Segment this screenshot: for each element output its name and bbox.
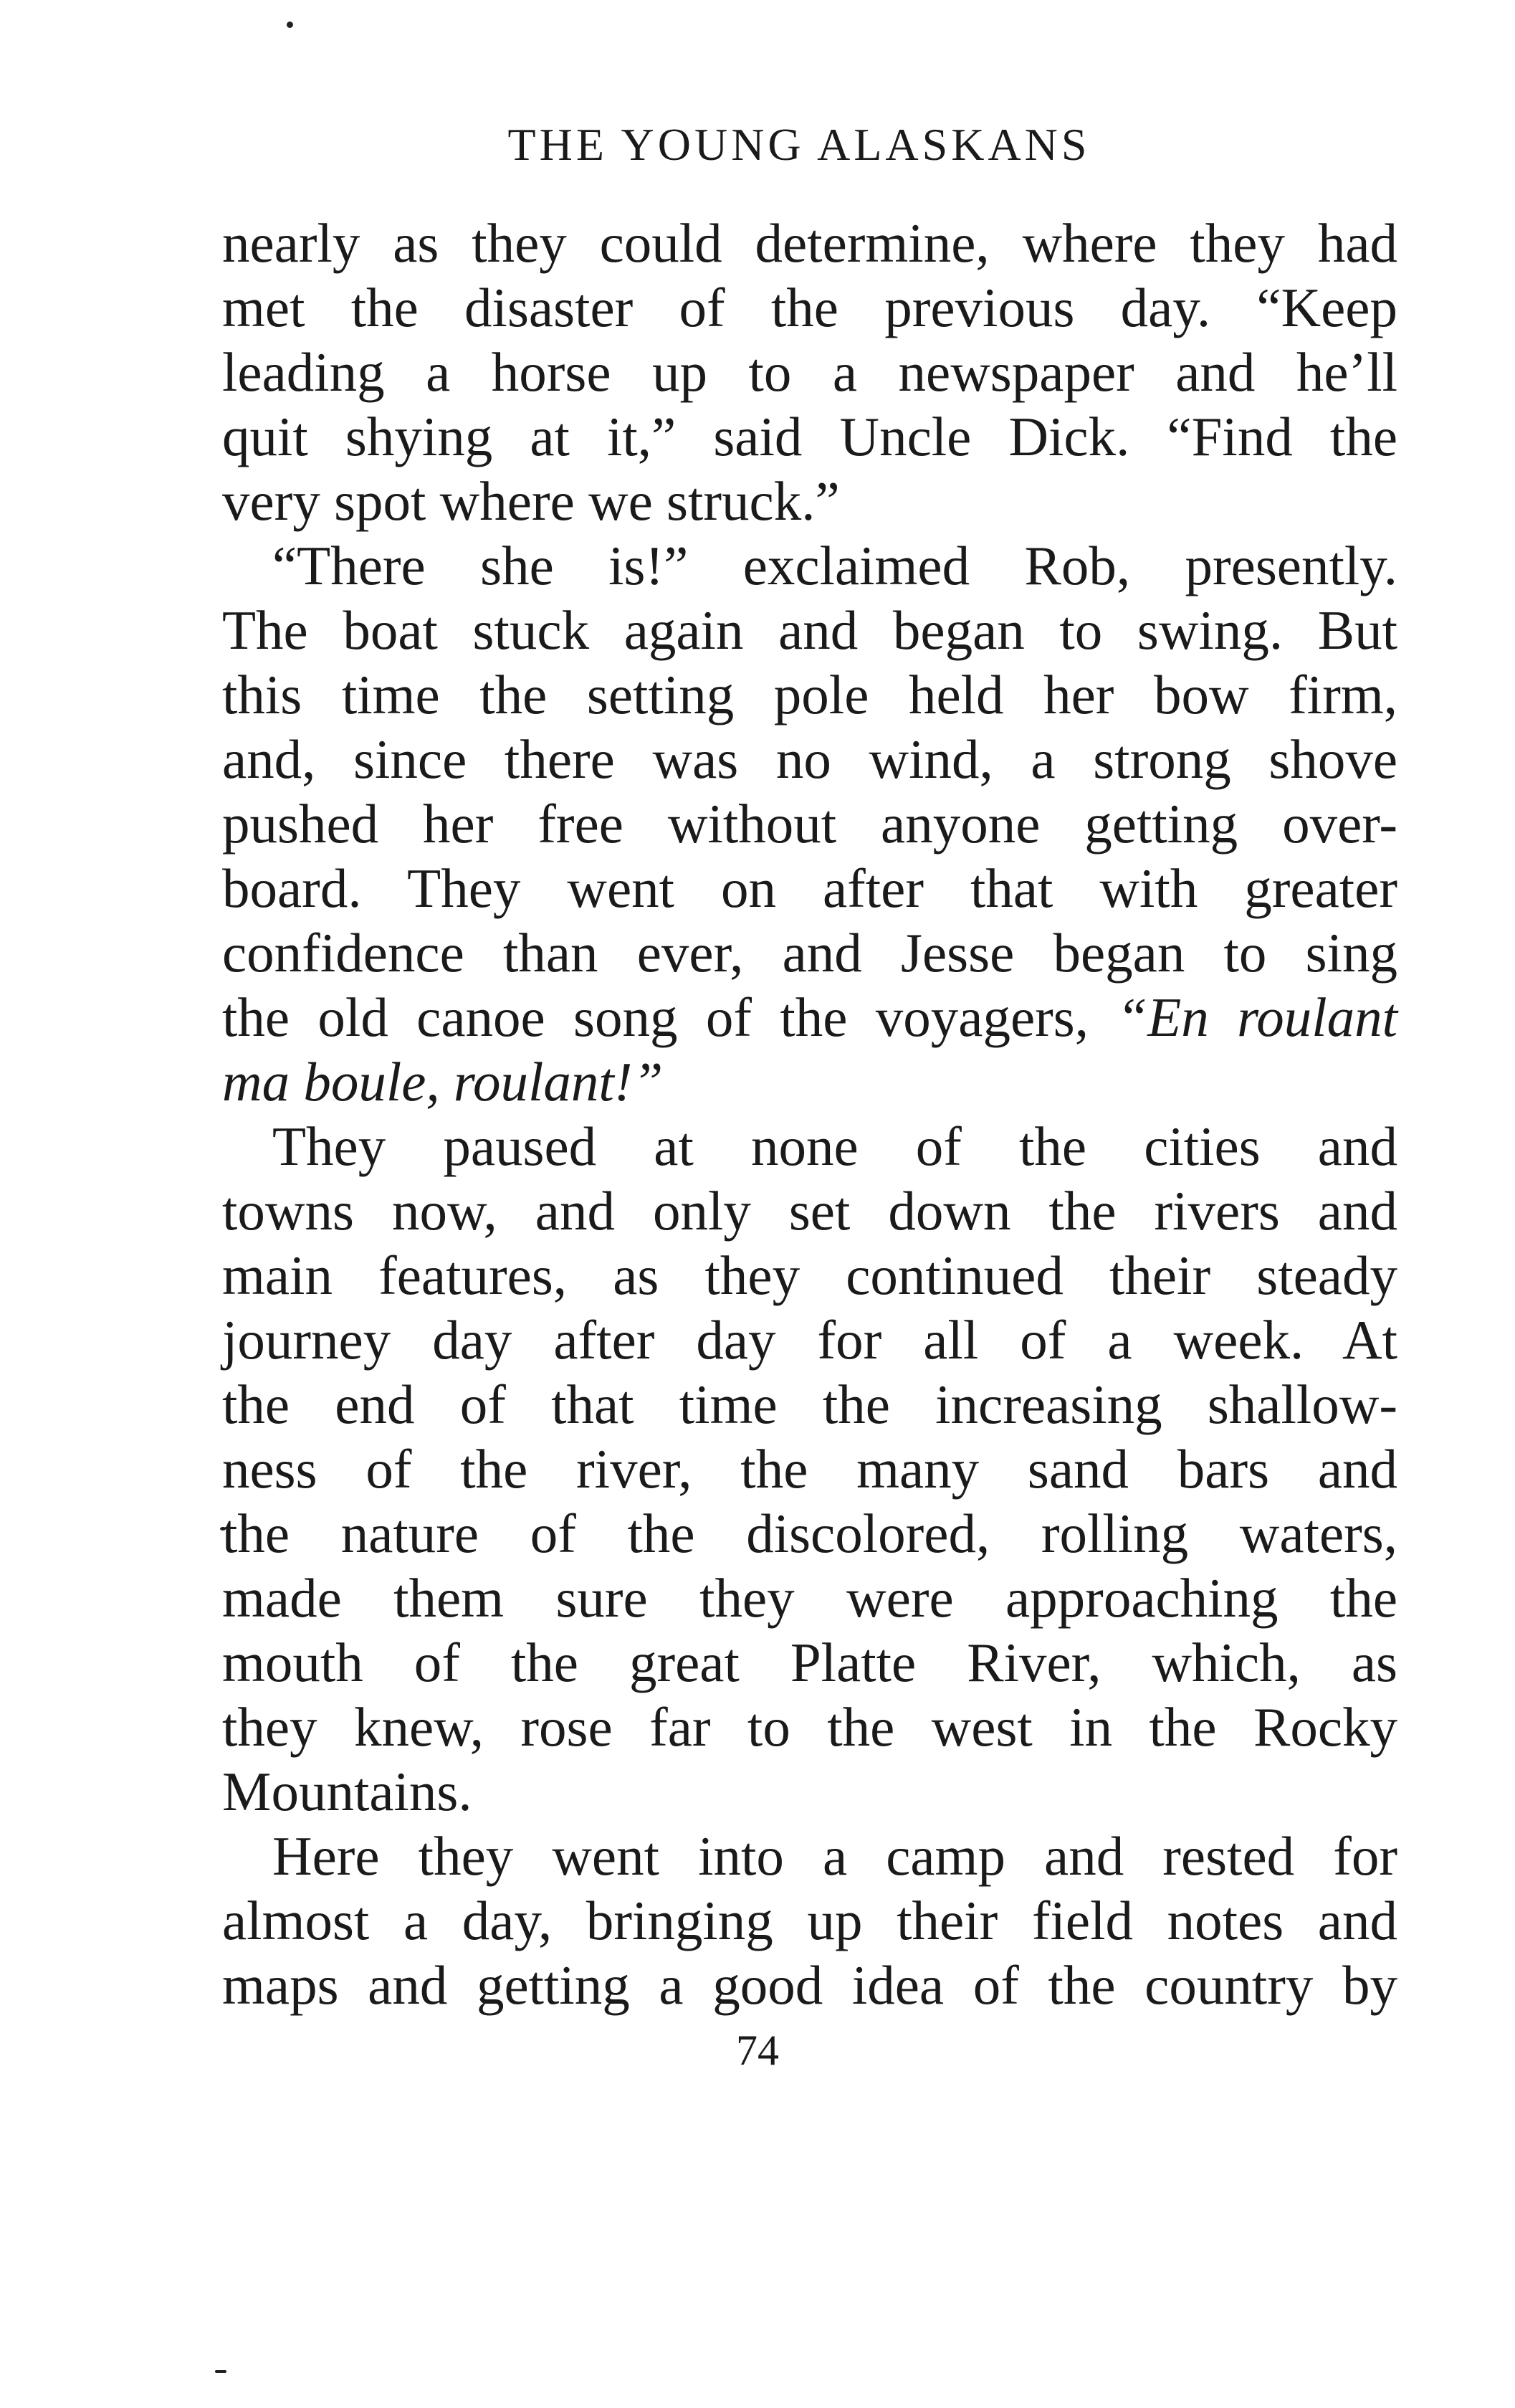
page-number: 74 xyxy=(736,2027,779,2074)
text-line: met the disaster of the previous day. “Keep xyxy=(222,277,1397,338)
text-line: the nature of the discolored, rolling waters, xyxy=(222,1503,1397,1564)
text-line: board. They went on after that with greater xyxy=(222,857,1397,919)
text-line: very spot where we struck.” xyxy=(222,470,840,532)
paragraph xyxy=(222,1824,1397,2017)
text-line: main features, as they continued their steady xyxy=(222,1245,1397,1306)
text-line xyxy=(222,985,1397,1050)
text-line: ness of the river, the many sand bars and xyxy=(222,1438,1397,1500)
text-line xyxy=(222,1050,1397,1114)
text-line: confidence than ever, and Jesse began to sing xyxy=(222,922,1397,984)
text-line: made them sure they were approaching the xyxy=(222,1567,1397,1629)
text-line: mouth of the great Platte River, which, as xyxy=(222,1632,1397,1693)
text-line: they knew, rose far to the west in the Rocky xyxy=(222,1696,1397,1758)
italic-song-title: “En roulant xyxy=(1117,986,1397,1048)
text-run: the old canoe song of the voyagers, xyxy=(222,986,1117,1048)
text-line: leading a horse up to a newspaper and he’ll xyxy=(222,341,1397,403)
text-line: Mountains. xyxy=(222,1761,472,1822)
ink-speck xyxy=(215,2370,226,2373)
text-line: quit shying at it,” said Uncle Dick. “Find the xyxy=(222,406,1397,467)
text-line: Here they went into a camp and rested for xyxy=(272,1825,1397,1887)
ink-speck xyxy=(287,22,293,28)
text-line: nearly as they could determine, where they had xyxy=(222,212,1397,274)
running-head: THE YOUNG ALASKANS xyxy=(507,119,1091,170)
text-line: this time the setting pole held her bow firm, xyxy=(222,664,1397,725)
text-line: maps and getting a good idea of the country by xyxy=(222,1954,1397,2016)
text-line: towns now, and only set down the rivers and xyxy=(222,1180,1397,1242)
text-line: and, since there was no wind, a strong shove xyxy=(222,728,1397,790)
paragraph xyxy=(222,533,1397,1114)
paragraph xyxy=(222,1114,1397,1824)
body-text xyxy=(222,211,1397,2017)
text-line: journey day after day for all of a week. At xyxy=(222,1309,1397,1371)
text-line: The boat stuck again and began to swing. But xyxy=(222,599,1397,661)
text-line: the end of that time the increasing shallow- xyxy=(222,1374,1397,1435)
text-line: They paused at none of the cities and xyxy=(272,1115,1397,1177)
paragraph xyxy=(222,211,1397,533)
text-line: almost a day, bringing up their field notes and xyxy=(222,1890,1397,1951)
text-line: pushed her free without anyone getting over- xyxy=(222,793,1397,855)
text-line: “There she is!” exclaimed Rob, presently. xyxy=(272,535,1397,596)
italic-song-title: ma boule, roulant!” xyxy=(222,1051,664,1113)
